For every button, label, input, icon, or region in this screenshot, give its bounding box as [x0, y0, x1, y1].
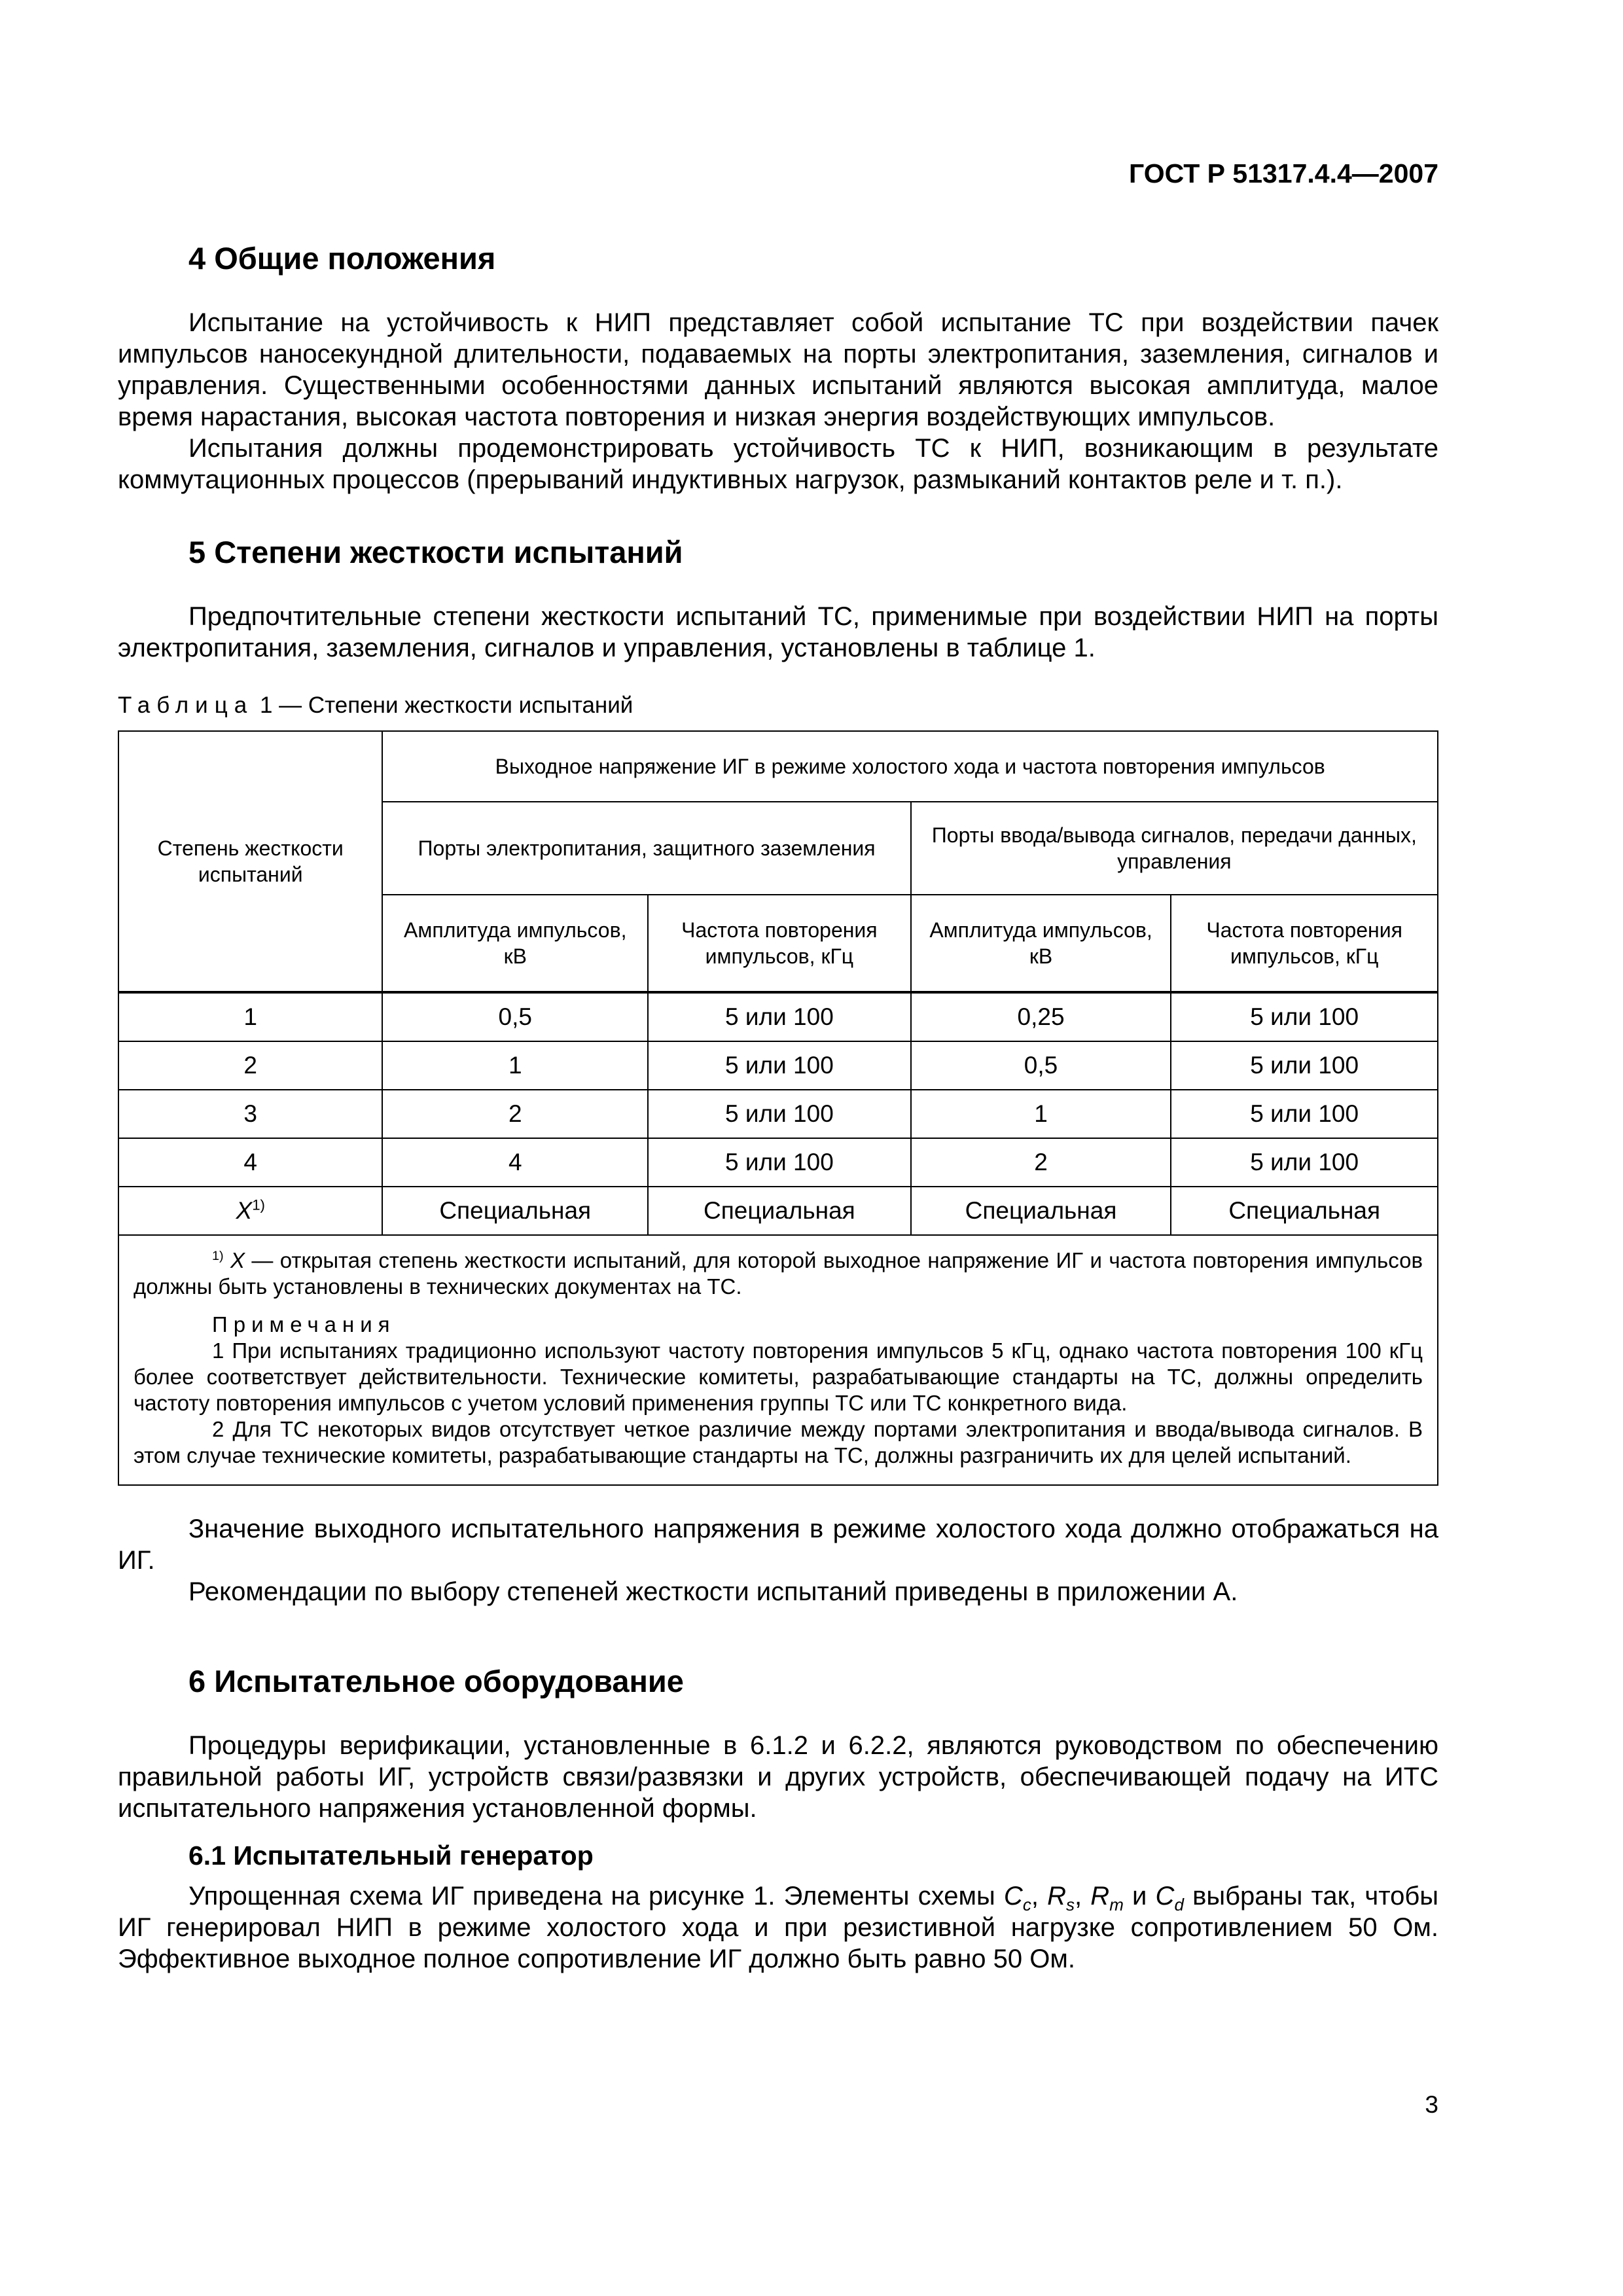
cell-frequency-power: 5 или 100 — [648, 992, 911, 1041]
header-frequency-power: Частота повторения импульсов, кГц — [648, 895, 911, 992]
cell-amplitude-power: 2 — [382, 1090, 648, 1138]
section-4-paragraph-2: Испытания должны продемонстрировать устойчивость ТС к НИП, возникающим в результате коммутационных процессов (прерываний индуктивных нагрузок, размыканий контактов реле и т. п.). — [118, 434, 1438, 495]
cell-amplitude-signal: 2 — [911, 1138, 1171, 1187]
table-caption-text: 1 — Степени жесткости испытаний — [253, 692, 633, 719]
header-frequency-signal: Частота повторения импульсов, кГц — [1171, 895, 1438, 992]
after-table-paragraph-2: Рекомендации по выбору степеней жесткости испытаний приведены в приложении А. — [188, 1577, 1238, 1607]
section-5 — [118, 532, 1438, 1607]
cell-frequency-signal: Специальная — [1171, 1187, 1438, 1235]
footnote-1 — [134, 1247, 1423, 1300]
note-1: 1 При испытаниях традиционно используют частоту повторения импульсов 5 кГц, однако частота повторения 100 кГц более соответствует действительности. Технические комитеты, разрабатывающие стандарты на ТС, должны определить частоту повторения импульсов с учетом условий применения группы ТС или ТС конкретного вида. — [134, 1338, 1423, 1416]
section-5-paragraph-1: Предпочтительные степени жесткости испытаний ТС, применимые при воздействии НИП на порты электропитания, заземления, сигналов и управления, установлены в таблице 1. — [118, 602, 1438, 663]
severity-table — [118, 730, 1438, 1486]
section-6-paragraph-1: Процедуры верификации, установленные в 6.1.2 и 6.2.2, являются руководством по обеспечению правильной работы ИГ, устройств связи/развязки и других устройств, обеспечивающей подачу на ИТС испытательного напряжения установленной формы. — [118, 1731, 1438, 1823]
cell-frequency-signal: 5 или 100 — [1171, 1090, 1438, 1138]
cell-frequency-power: 5 или 100 — [648, 1041, 911, 1090]
table-row — [118, 1041, 1438, 1090]
footnote-text: — открытая степень жесткости испытаний, для которой выходное напряжение ИГ и частота повторения импульсов должны быть установлены в технических документах на ТС. — [134, 1248, 1423, 1299]
section-5-title: 5 Степени жесткости испытаний — [188, 535, 683, 570]
header-output-voltage: Выходное напряжение ИГ в режиме холостого хода и частота повторения импульсов — [382, 731, 1438, 802]
cell-level: 3 — [118, 1090, 382, 1138]
table-caption-word: Таблица — [118, 692, 254, 719]
table-notes-row — [118, 1235, 1438, 1485]
subsection-6-1-title: 6.1 Испытательный генератор — [188, 1840, 594, 1871]
cell-amplitude-power: 1 — [382, 1041, 648, 1090]
table-row — [118, 1090, 1438, 1138]
section-4-title: 4 Общие положения — [188, 241, 496, 276]
cell-amplitude-signal: 0,5 — [911, 1041, 1171, 1090]
table-notes — [118, 1235, 1438, 1485]
page-number: 3 — [1425, 2091, 1438, 2118]
table-row — [118, 992, 1438, 1041]
footnote-mark: 1) — [212, 1249, 224, 1264]
table-1-caption — [118, 692, 1438, 719]
cell-amplitude-signal: 1 — [911, 1090, 1171, 1138]
after-table-paragraph-1: Значение выходного испытательного напряжения в режиме холостого хода должно отображаться на ИГ. — [118, 1515, 1438, 1575]
cell-level — [118, 1187, 382, 1235]
header-signal-ports: Порты ввода/вывода сигналов, передачи данных, управления — [911, 802, 1438, 895]
header-amplitude-signal: Амплитуда импульсов, кВ — [911, 895, 1171, 992]
section-6-1-paragraph: Упрощенная схема ИГ приведена на рисунке 1. Элементы схемы $C_c$, $R_s$, $R_m$ и $C_d$ выбраны так, чтобы ИГ генерировал НИП в режиме холостого хода и при резистивной нагрузке сопротивлением 50 Ом. Эффективное выходное полное сопротивление ИГ должно быть равно 50 Ом. — [118, 1881, 1439, 1973]
section-4-paragraph-1: Испытание на устойчивость к НИП представляет собой испытание ТС при воздействии пачек импульсов наносекундной длительности, подаваемых на порты электропитания, заземления, сигналов и управления. Существенными особенностями данных испытаний являются высокая амплитуда, малое время нарастания, высокая частота повторения и низкая энергия воздействующих импульсов. — [118, 308, 1438, 432]
section-4 — [118, 238, 1438, 495]
header-amplitude-power: Амплитуда импульсов, кВ — [382, 895, 648, 992]
cell-frequency-power: 5 или 100 — [648, 1138, 911, 1187]
cell-frequency-signal: 5 или 100 — [1171, 992, 1438, 1041]
cell-amplitude-power: 0,5 — [382, 992, 648, 1041]
cell-frequency-signal: 5 или 100 — [1171, 1138, 1438, 1187]
cell-level: 2 — [118, 1041, 382, 1090]
cell-amplitude-power: Специальная — [382, 1187, 648, 1235]
cell-frequency-signal: 5 или 100 — [1171, 1041, 1438, 1090]
header-severity-level: Степень жесткости испытаний — [118, 731, 382, 992]
open-level-symbol: X — [236, 1197, 253, 1225]
footnote-ref: 1) — [252, 1196, 265, 1213]
cell-frequency-power: Специальная — [648, 1187, 911, 1235]
table-row-open-level — [118, 1187, 1438, 1235]
table-row — [118, 1138, 1438, 1187]
document-code: ГОСТ Р 51317.4.4—2007 — [1129, 158, 1438, 188]
section-6 — [118, 1661, 1438, 1974]
note-2: 2 Для ТС некоторых видов отсутствует четкое различие между портами электропитания и ввода/вывода сигналов. В этом случае технические комитеты, разрабатывающие стандарты на ТС, должны разграничить их для целей испытаний. — [134, 1417, 1423, 1468]
cell-level: 4 — [118, 1138, 382, 1187]
cell-frequency-power: 5 или 100 — [648, 1090, 911, 1138]
page-content — [118, 223, 1438, 1975]
notes-title: Примечания — [212, 1312, 396, 1337]
footnote-symbol: X — [230, 1248, 245, 1273]
header-power-ports: Порты электропитания, защитного заземления — [382, 802, 910, 895]
cell-level: 1 — [118, 992, 382, 1041]
cell-amplitude-signal: 0,25 — [911, 992, 1171, 1041]
cell-amplitude-signal: Специальная — [911, 1187, 1171, 1235]
cell-amplitude-power: 4 — [382, 1138, 648, 1187]
section-6-title: 6 Испытательное оборудование — [188, 1664, 684, 1699]
